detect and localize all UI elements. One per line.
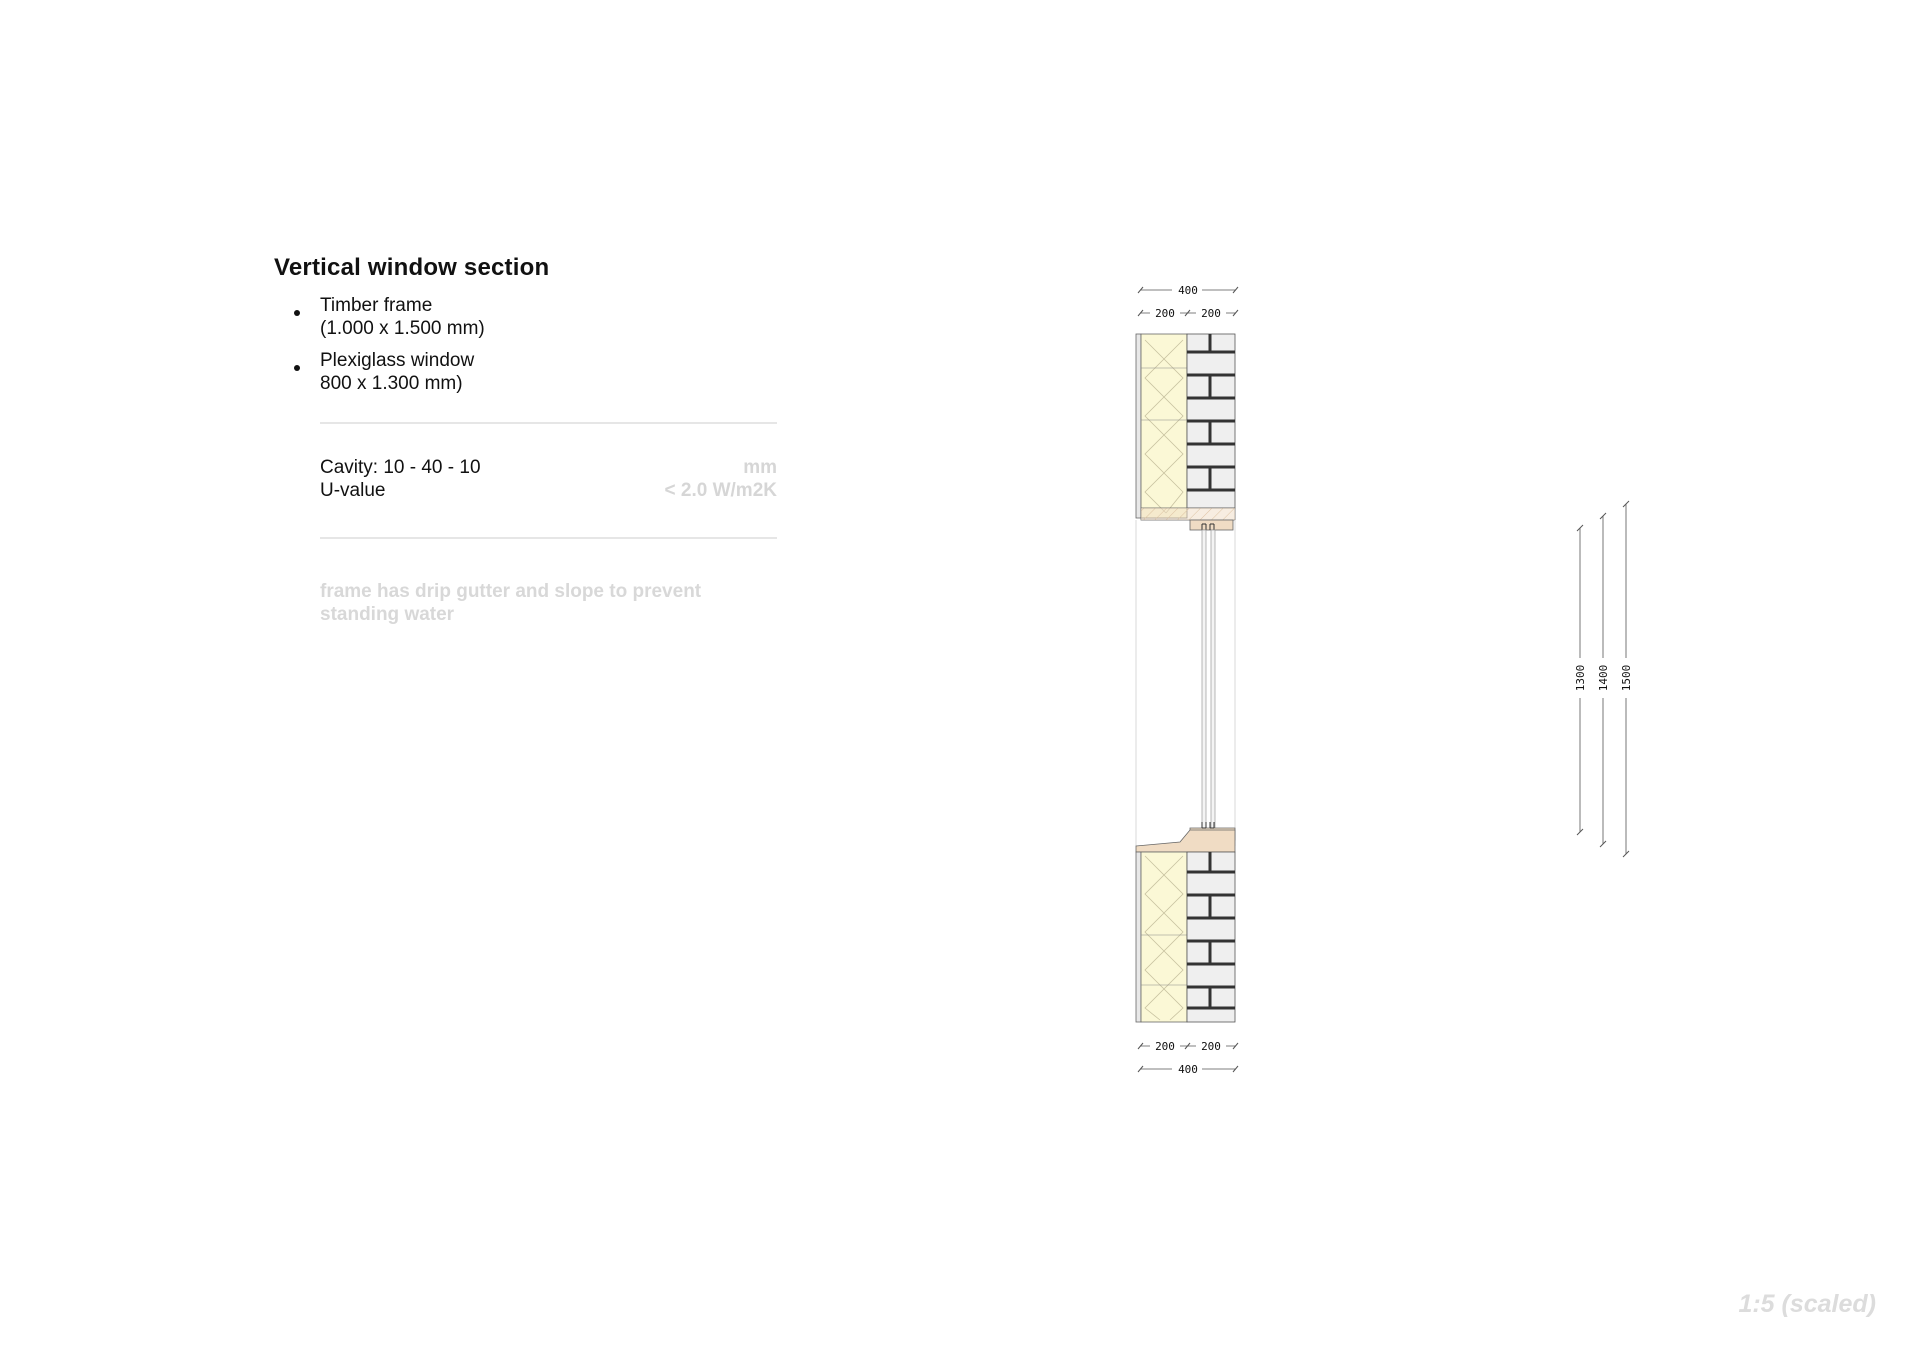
dimension-label: 400 (1178, 1063, 1198, 1076)
top-dimensions (1138, 284, 1238, 320)
spec-label: Cavity: 10 - 40 - 10 (320, 457, 481, 478)
design-note: frame has drip gutter and slope to prevent standing water (320, 581, 702, 625)
dimension-label: 200 (1155, 307, 1175, 320)
spec-value: mm (743, 457, 777, 478)
dimension-label: 1300 (1574, 664, 1587, 692)
dimension-label: 200 (1155, 1040, 1175, 1053)
dimension-label: 1500 (1620, 664, 1633, 692)
list-item-title: Plexiglass window (320, 350, 475, 371)
spec-value: < 2.0 W/m2K (664, 480, 777, 501)
dimension-label: 200 (1201, 1040, 1221, 1053)
bottom-dimensions (1138, 1040, 1238, 1076)
height-dimensions (1573, 501, 1633, 857)
timber-sill (1136, 830, 1235, 852)
lower-wall-section (1136, 822, 1235, 1022)
dimension-label: 200 (1201, 307, 1221, 320)
insulation-layer (1141, 852, 1187, 1022)
dimension-label: 1400 (1597, 664, 1610, 692)
insulation-layer (1141, 334, 1187, 518)
spec-label: U-value (320, 480, 386, 501)
list-item-detail: 800 x 1.300 mm) (320, 373, 463, 394)
upper-wall-section (1136, 334, 1235, 530)
scale-label: 1:5 (scaled) (1738, 1290, 1876, 1318)
plexiglass-pane (1136, 520, 1235, 846)
window-head-frame (1190, 520, 1233, 530)
page-title: Vertical window section (274, 254, 550, 281)
list-item-detail: (1.000 x 1.500 mm) (320, 318, 485, 339)
list-item-title: Timber frame (320, 295, 433, 316)
dimension-label: 400 (1178, 284, 1198, 297)
